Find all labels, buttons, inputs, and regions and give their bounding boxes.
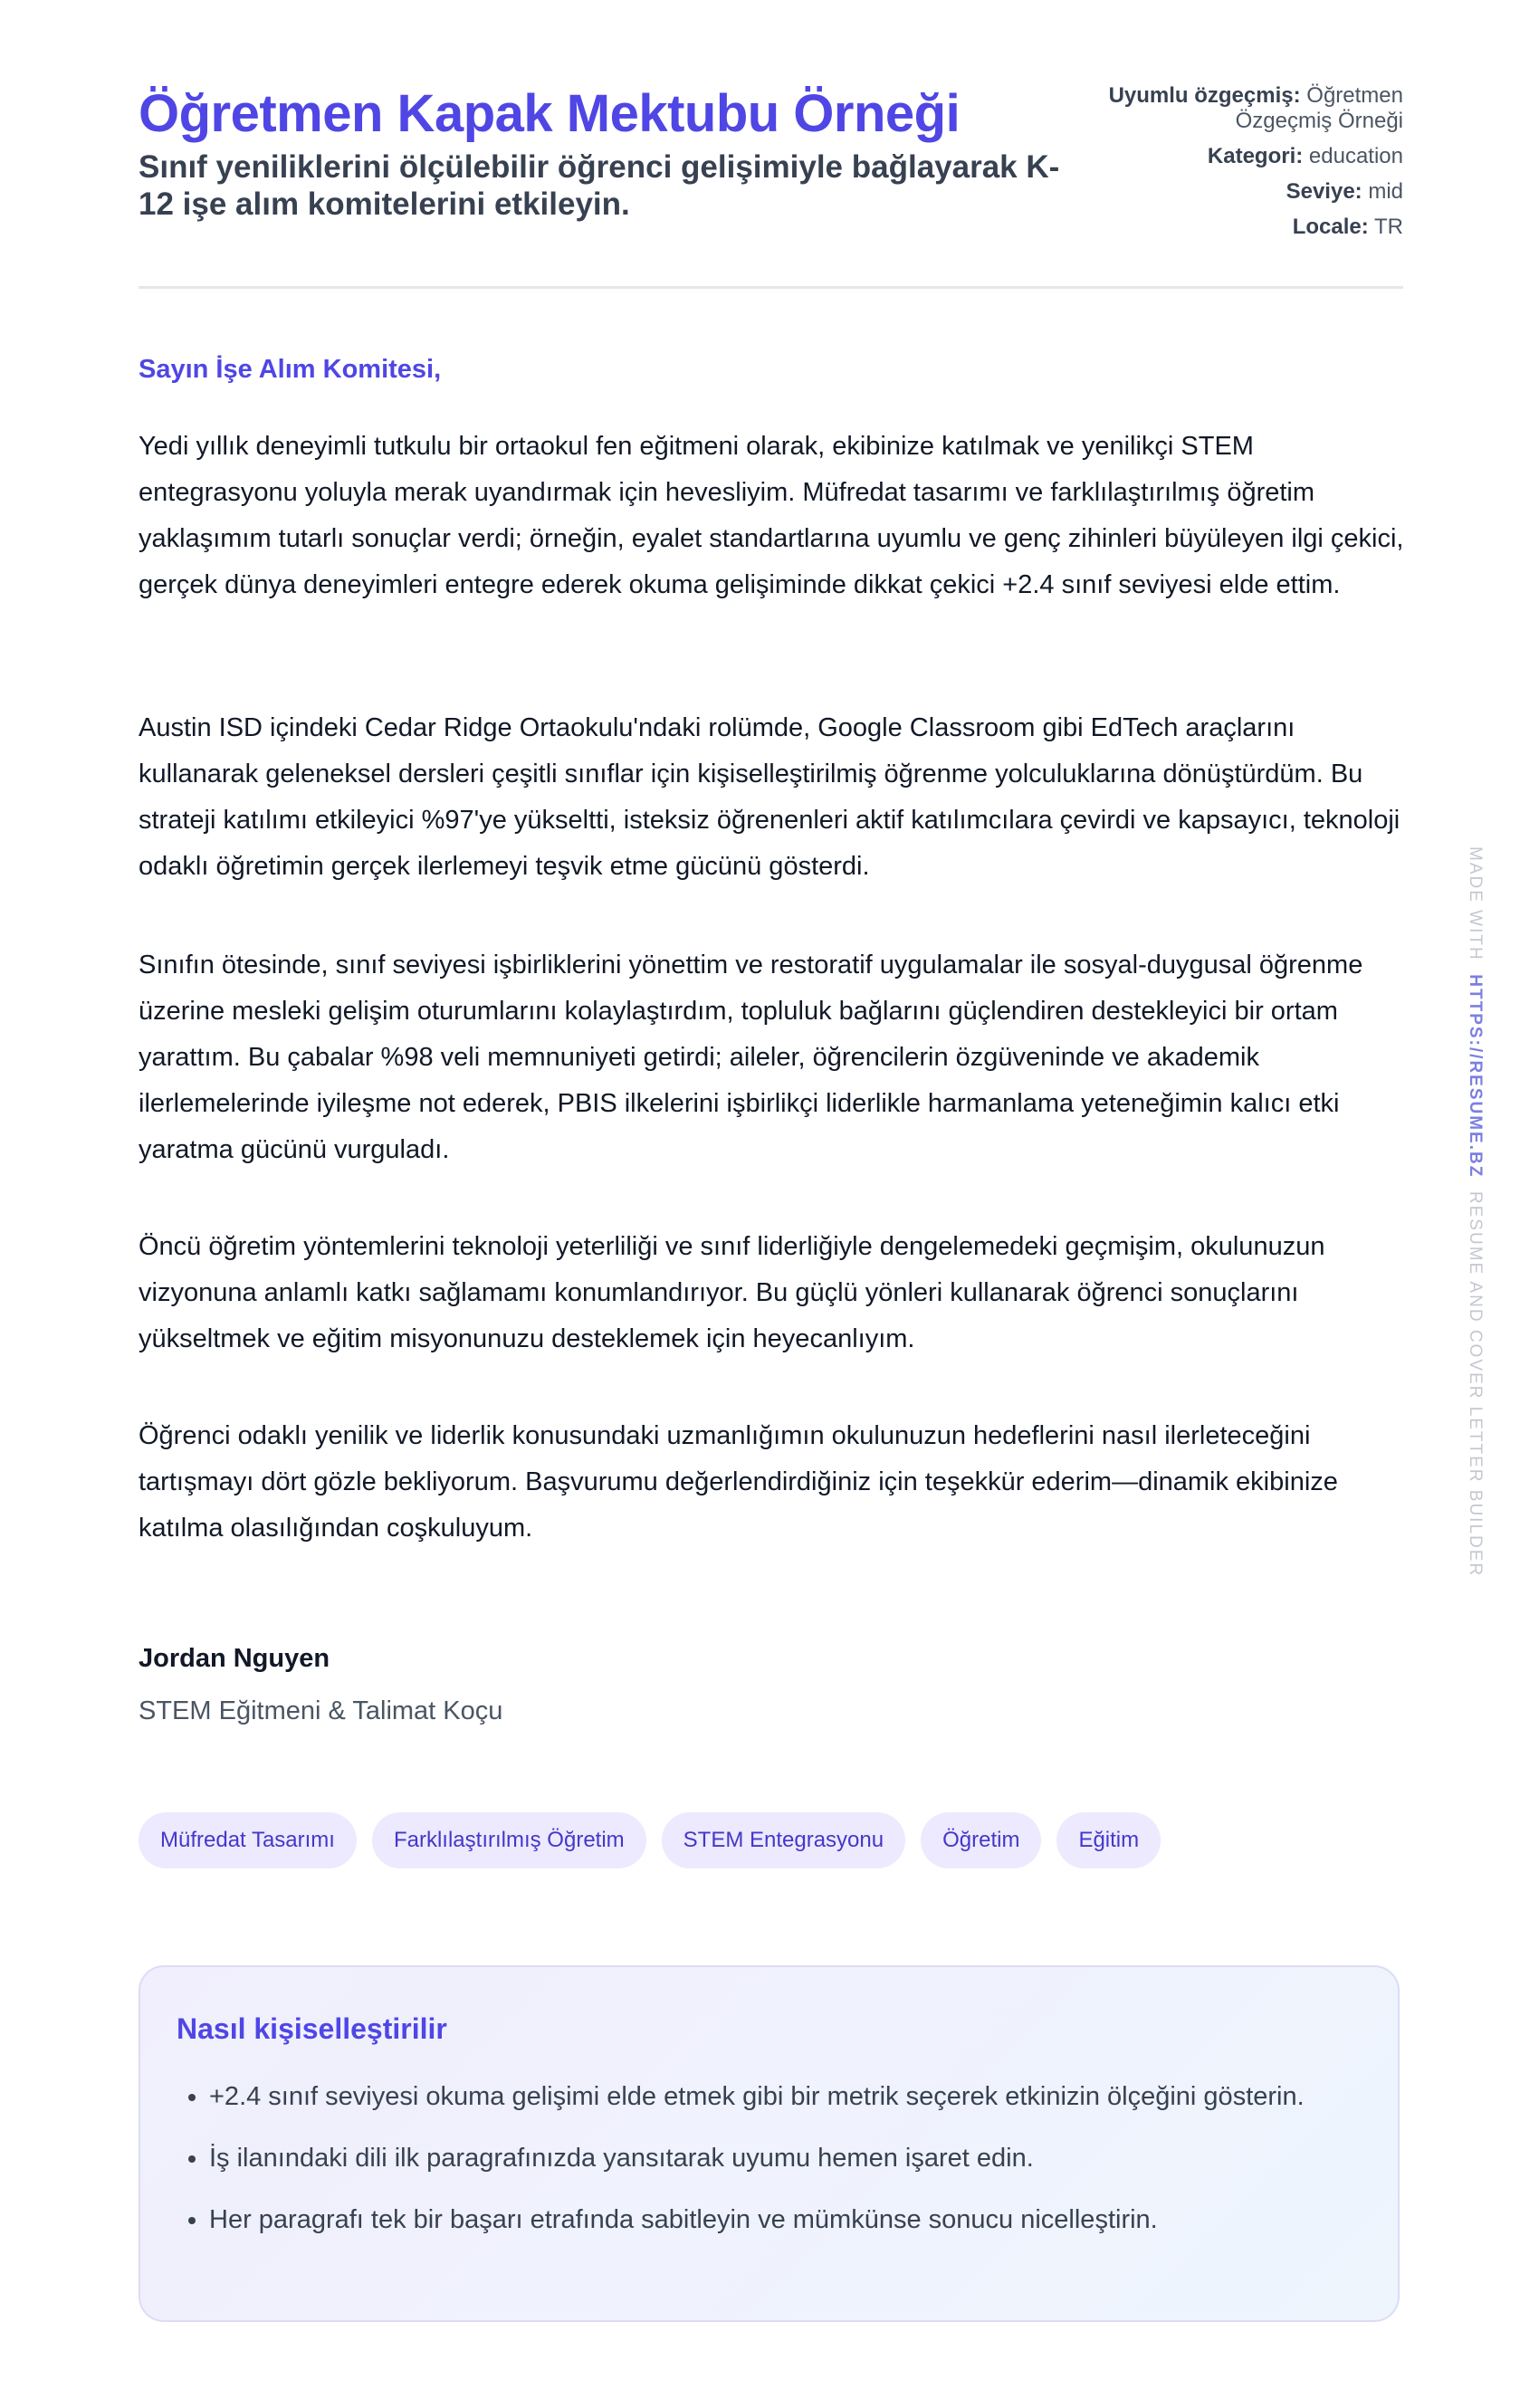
cover-letter-page (139, 0, 1404, 2234)
meta-value: Öğretmen Özgeçmiş Örneği (1235, 83, 1403, 133)
page-subtitle: Sınıf yeniliklerini ölçülebilir öğrenci gelişimiyle bağlayarak K-12 işe alım komitelerini etkileyin. (139, 149, 1060, 222)
letter-paragraph: Öğrenci odaklı yenilik ve liderlik konusundaki uzmanlığımın okulunuzun hedeflerini nasıl ilerleteceğini tartışmayı dört gözle bekliyorum. Başvurumu değerlendirdiğiniz için teşekkür ederim—dinamik ekibinize katılma olasılığından coşkuluyum. (139, 1421, 1338, 1543)
meta-locale (1080, 215, 1403, 240)
tag[interactable]: STEM Entegrasyonu (662, 1812, 905, 1868)
tip-item: • Her paragrafı tek bir başarı etrafında sabitleyin ve mümkünse sonucu nicelleştirin. (209, 2197, 1368, 2243)
meta-label: Locale: (1292, 215, 1369, 239)
page-title: Öğretmen Kapak Mektubu Örneği (139, 84, 961, 143)
watermark-suffix: RESUME AND COVER LETTER BUILDER (1466, 1190, 1485, 1578)
meta-compatible-resume (1080, 83, 1403, 134)
meta-info (1080, 83, 1403, 286)
page-header (139, 0, 1403, 289)
salutation: Sayın İşe Alım Komitesi, (139, 355, 442, 384)
tag[interactable]: Eğitim (1056, 1812, 1161, 1868)
meta-value: mid (1368, 179, 1403, 204)
tips-list (177, 2074, 1368, 2259)
letter-paragraph: Austin ISD içindeki Cedar Ridge Ortaokulu'ndaki rolümde, Google Classroom gibi EdTech araçlarını kullanarak geleneksel dersleri çeşitli sınıflar için kişiselleştirilmiş öğrenme yolculuklarına dönüştürdüm. Bu strateji katılımı etkileyici %97'ye yükseltti, isteksiz öğrenenleri aktif katılımcılara çevirdi ve kapsayıcı, teknoloji odaklı öğretimin gerçek ilerlemeyi teşvik etme gücünü gösterdi. (139, 713, 1400, 881)
signature-name: Jordan Nguyen (139, 1644, 330, 1673)
meta-label: Kategori: (1207, 144, 1304, 168)
tip-item: • İş ilanındaki dili ilk paragrafınızda yansıtarak uyumu hemen işaret edin. (209, 2136, 1368, 2182)
tag[interactable]: Müfredat Tasarımı (139, 1812, 357, 1868)
title-block (139, 83, 1080, 286)
letter-paragraph: Öncü öğretim yöntemlerini teknoloji yeterliliği ve sınıf liderliğiyle dengelemedeki geçmişim, okulunuzun vizyonuna anlamlı katkı sağlamamı konumlandırıyor. Bu güçlü yönleri kullanarak öğrenci sonuçlarını yükseltmek ve eğitim misyonunuzu desteklemek için heyecanlıyım. (139, 1232, 1325, 1353)
meta-value: education (1308, 144, 1403, 168)
letter-paragraph: Yedi yıllık deneyimli tutkulu bir ortaokul fen eğitmeni olarak, ekibinize katılmak ve yenilikçi STEM entegrasyonu yoluyla merak uyandırmak için hevesliyim. Müfredat tasarımı ve farklılaştırılmış öğretim yaklaşımım tutarlı sonuçlar verdi; örneğin, eyalet standartlarına uyumlu ve genç zihinleri büyüleyen ilgi çekici, gerçek dünya deneyimleri entegre ederek okuma gelişiminde dikkat çekici +2.4 sınıf seviyesi elde ettim. (139, 432, 1404, 599)
tip-item: • +2.4 sınıf seviyesi okuma gelişimi elde etmek gibi bir metrik seçerek etkinizin ölçeğini gösterin. (209, 2074, 1368, 2120)
watermark-link[interactable]: HTTPS://RESUME.BZ (1466, 974, 1485, 1179)
meta-label: Seviye: (1286, 179, 1362, 204)
meta-level (1080, 179, 1403, 205)
customization-tips-box (139, 1965, 1400, 2322)
meta-value: TR (1374, 215, 1403, 239)
signature-title: STEM Eğitmeni & Talimat Koçu (139, 1696, 503, 1725)
tag-list (139, 1812, 1161, 1868)
meta-label: Uyumlu özgeçmiş: (1108, 83, 1301, 108)
tag[interactable]: Farklılaştırılmış Öğretim (372, 1812, 646, 1868)
watermark-prefix: MADE WITH (1466, 846, 1485, 961)
letter-paragraph: Sınıfın ötesinde, sınıf seviyesi işbirliklerini yönettim ve restoratif uygulamalar ile sosyal-duygusal öğrenme üzerine mesleki gelişim oturumlarını kolaylaştırdım, topluluk bağlarını güçlendiren destekleyici bir ortam yarattım. Bu çabalar %98 veli memnuniyeti getirdi; aileler, öğrencilerin özgüveninde ve akademik ilerlemelerinde iyileşme not ederek, PBIS ilkelerini işbirlikçi liderlikle harmanlama yeteneğimin kalıcı etki yaratma gücünü vurguladı. (139, 951, 1363, 1164)
watermark (1465, 846, 1485, 1577)
tips-title: Nasıl kişiselleştirilir (177, 2012, 447, 2045)
meta-category (1080, 144, 1403, 169)
tag[interactable]: Öğretim (921, 1812, 1041, 1868)
